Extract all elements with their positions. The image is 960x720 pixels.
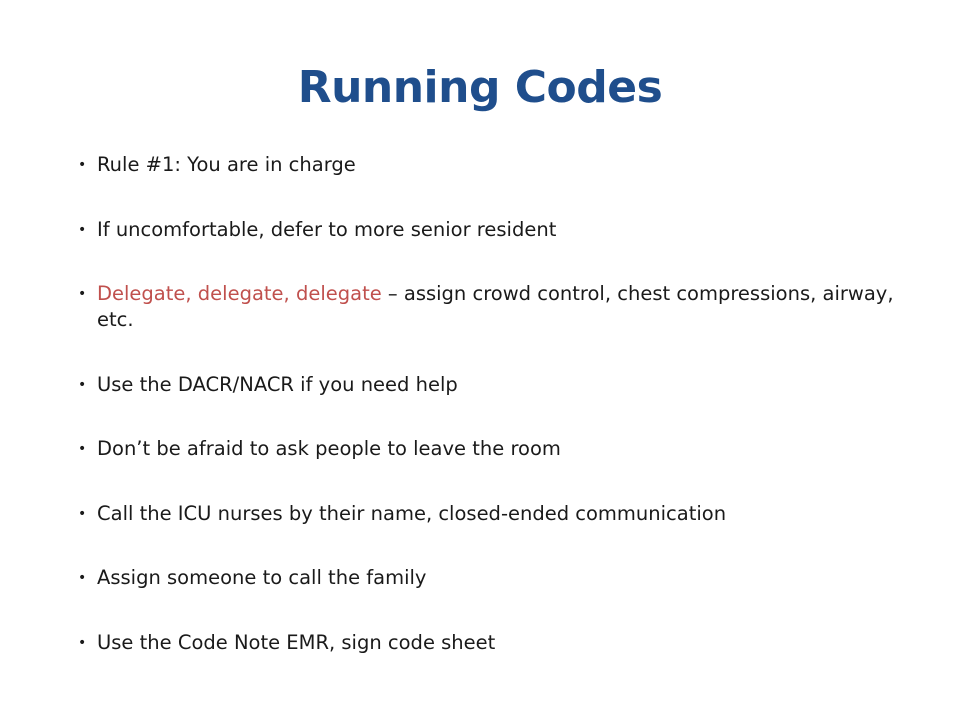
bullet-text: Don’t be afraid to ask people to leave the room (97, 437, 561, 460)
bullet-item (78, 372, 898, 398)
bullet-dot-icon: • (78, 441, 87, 457)
bullet-dot-icon: • (78, 221, 87, 238)
bullet-dot-icon: • (78, 286, 87, 302)
bullet-dot-icon: • (78, 505, 87, 522)
bullet-item (78, 630, 898, 656)
bullet-item (78, 281, 898, 333)
bullet-text: Rule #1: You are in charge (97, 153, 356, 176)
bullet-dot-icon: • (78, 634, 87, 651)
bullet-text: Use the Code Note EMR, sign code sheet (97, 630, 496, 654)
bullet-item (78, 565, 898, 591)
bullet-item (78, 436, 898, 462)
bullet-text: Assign someone to call the family (97, 566, 427, 589)
bullet-text: If uncomfortable, defer to more senior resident (97, 217, 557, 241)
bullet-text: Call the ICU nurses by their name, closed-ended communication (97, 501, 727, 525)
bullet-dot-icon: • (78, 376, 87, 393)
bullet-dot-icon: • (78, 570, 87, 586)
bullet-item (78, 152, 898, 178)
bullet-list (78, 152, 898, 694)
bullet-text: Use the DACR/NACR if you need help (97, 372, 458, 396)
bullet-item (78, 217, 898, 243)
bullet-dot-icon: • (78, 157, 87, 173)
bullet-highlight-text: Delegate, delegate, delegate (97, 282, 382, 305)
slide-title: Running Codes (297, 62, 663, 113)
bullet-item (78, 501, 898, 527)
bullet-text: – assign crowd control, chest compressions, airway, etc. (97, 282, 894, 331)
